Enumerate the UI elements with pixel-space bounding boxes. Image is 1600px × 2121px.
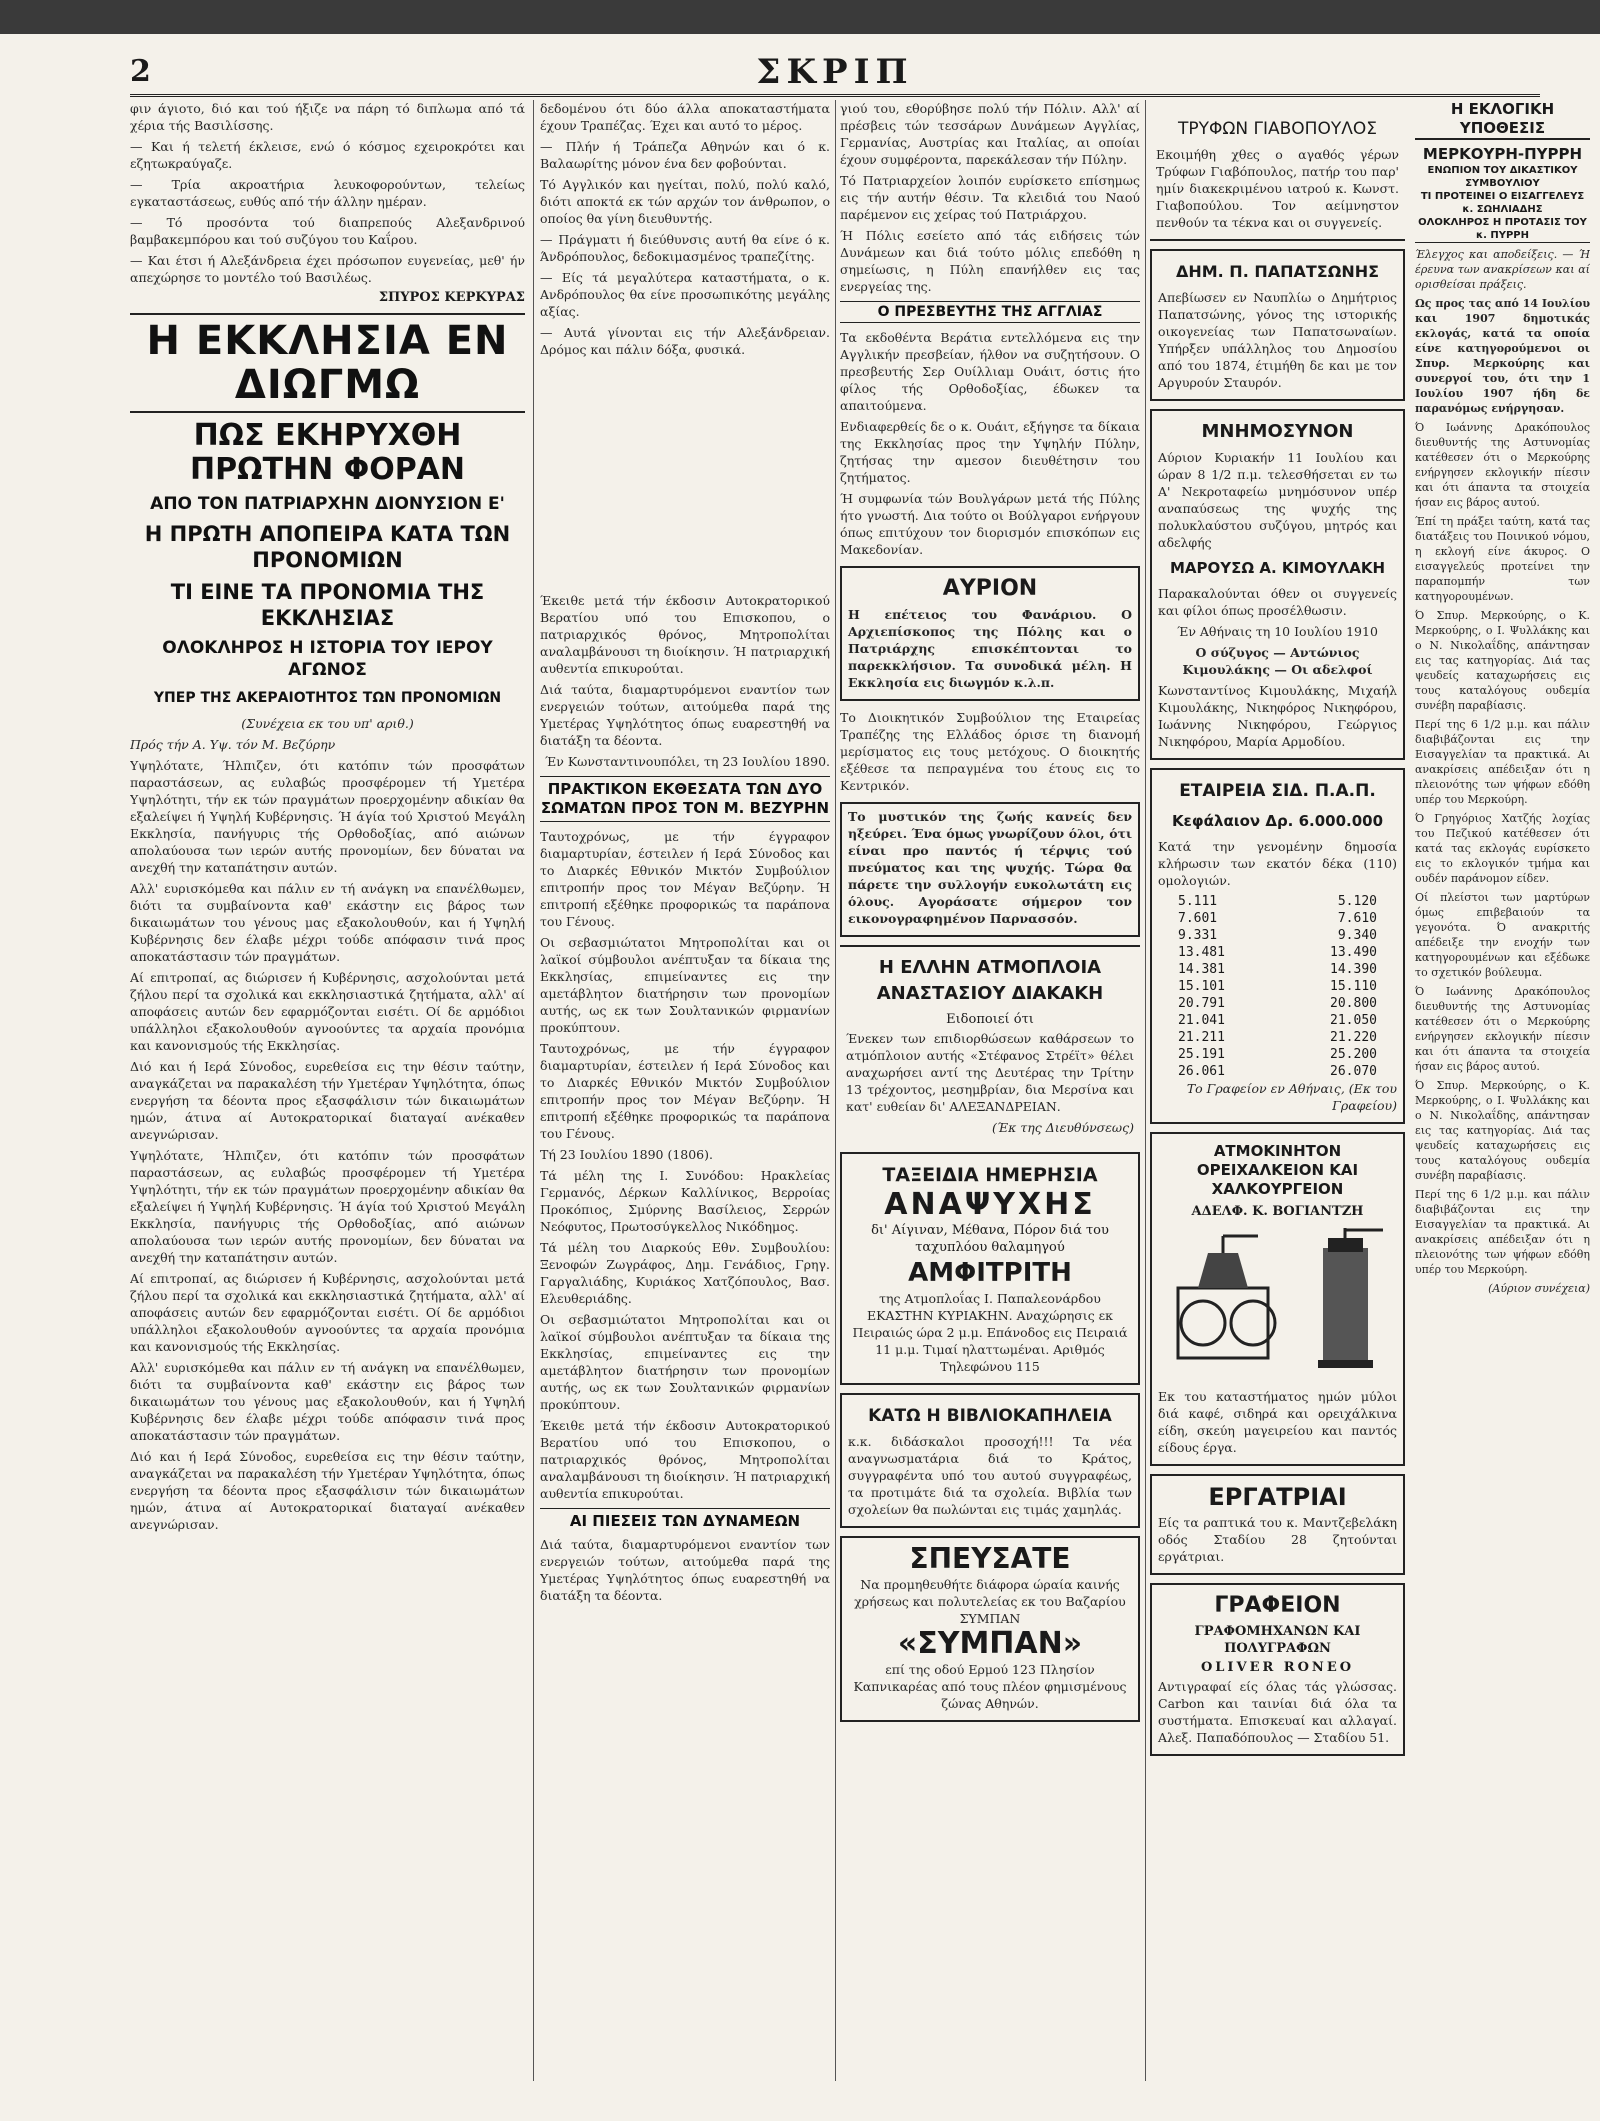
obituary-text: Εκοιμήθη χθες ο αγαθός γέρων Τρύφων Γιαβόπουλος, πατήρ του παρ' ημίν διακεκριμένου ιατρού κ. Κωνστ. Γιαβοπούλου. Τον αείμνηστον πενθούν τα τέκνα και οι συγγενείς. [1156, 147, 1399, 230]
ad-headline: ΚΑΤΩ Η ΒΙΒΛΙΟΚΑΠΗΛΕΙΑ [868, 1406, 1112, 1426]
bond-number: 9.331 [1178, 928, 1218, 943]
paragraph: Αί επιτροπαί, ας διώρισεν ή Κυβέρνησις, ασχολούνται μετά ζήλου περί τα σχολικά και εκκλησιαστικά ζητήματα, αλλ' αί αποφάσεις αυτών δεν εφαρμόζονται εισέτι. Οί δε αρμόδιοι υπάλληλοι εξακολουθούν αγνοούντες τα αρχαία προνόμια και κανονισμούς τής Εκκλησίας. [130, 1271, 525, 1354]
paragraph: Το Διοικητικόν Συμβούλιον της Εταιρείας Τραπέζης της Ελλάδος όρισε τη διανομή μερίσματος εις τους μετόχους. Ο διοικητής εξέθεσε τα πεπραγμένα του έτους εις το Κεντρικόν. [840, 710, 1140, 793]
paragraph: Τό Πατριαρχείον λοιπόν ευρίσκετο επίσημως εις τήν αυτήν θέσιν. Τα κλειδιά του Ναού παρέμενον εις χείρας τού Πατριάρχου. [840, 173, 1140, 222]
bond-number-row [1158, 893, 1397, 910]
spacer [540, 362, 830, 592]
memorial-date: Έν Αθήναις τη 10 Ιουλίου 1910 [1177, 624, 1378, 639]
advertisement [840, 1152, 1140, 1385]
advertisement [840, 1536, 1140, 1722]
bond-number: 21.041 [1178, 1013, 1225, 1028]
memorial-text: Παρακαλούνται όθεν οι συγγενείς και φίλοι όπως προσέλθωσιν. [1158, 586, 1397, 618]
article-headline: Η ΕΚΚΛΗΣΙΑ ΕΝ ΔΙΩΓΜΩ [130, 313, 525, 413]
bond-number: 14.390 [1330, 962, 1377, 977]
ad-subheading: ΓΡΑΦΟΜΗΧΑΝΩΝ ΚΑΙ ΠΟΛΥΓΡΑΦΩΝ [1194, 1624, 1361, 1656]
ad-source: (Έκ της Διευθύνσεως) [992, 1120, 1134, 1135]
ad-address: επί της οδού Ερμού 123 Πλησίον Καπνικαρέας από τους πλέον φημισμένους ζώνας Αθηνών. [853, 1662, 1127, 1711]
article-headline: Η ΕΚΛΟΓΙΚΗ ΥΠΟΘΕΣΙΣ [1415, 100, 1590, 140]
paragraph: Έλεγχος και αποδείξεις. — Ή έρευνα των ανακρίσεων και αί ορισθείσαι πράξεις. [1415, 248, 1590, 291]
paragraph: Τά μέλη της Ι. Συνόδου: Ηρακλείας Γερμανός, Δέρκων Καλλίνικος, Βερροίας Προκόπιος, Σμύρνης Βασίλειος, Σερρών Νεόφυτος, Πρωτοσύγκελλος Νικόδημος. [540, 1168, 830, 1234]
bond-number-row [1158, 978, 1397, 995]
continuation-note: (Αύριον συνέχεια) [1488, 1282, 1590, 1295]
bond-number-row [1158, 1029, 1397, 1046]
paragraph: — Και ή τελετή έκλεισε, ενώ ό κόσμος εχειροκρότει και εζητωκραύγαζε. [130, 139, 525, 171]
bond-number-row [1158, 961, 1397, 978]
paragraph: Αλλ' ευρισκόμεθα και πάλιν εν τή ανάγκη να επανέλθωμεν, διότι τα συμβαίνοντα καθ' εκάστην εις βάρος των δικαιωμάτων του γένους μας εξακολουθούν, και ή Υψηλή Κυβέρνησις δεν έλαβε μέχρι τούδε απόφασιν τινά προς αποκατάστασιν τών πραγμάτων. [130, 1360, 525, 1443]
page-number: 2 [130, 54, 151, 89]
bond-number: 26.070 [1330, 1064, 1377, 1079]
paragraph: Οι σεβασμιώτατοι Μητροπολίται και οι λαϊκοί σύμβουλοι ανέπτυξαν τα δίκαια της Εκκλησίας, επιμείναντες εις την αμετάβλητον διατήρησιν των προνομίων αυτής, ως εκ των Σουλτανικών φιρμανίων προκύπτουν. [540, 1312, 830, 1412]
column-5 [1415, 100, 1590, 2081]
paragraph: — Τό προσόντα τού διαπρεπούς Αλεξανδρινού βαμβακεμπόρου και τού συζύγου του Καΐρου. [130, 215, 525, 247]
company-notice [1150, 768, 1405, 1124]
section-heading: Ο ΠΡΕΣΒΕΥΤΗΣ ΤΗΣ ΑΓΓΛΙΑΣ [840, 301, 1140, 323]
paragraph: Ταυτοχρόνως, με τήν έγγραφον διαμαρτυρίαν, έστειλεν ή Ιερά Σύνοδος και το Διαρκές Εθνικόν Μικτόν Συμβούλιον επιτροπήν προς τον Μέγαν Βεζύρην. Ή επιτροπή εξέθηκε προφορικώς τα παράπονα του Γένους. [540, 829, 830, 929]
ad-text: Ένεκεν των επιδιορθώσεων καθάρσεων το ατμόπλοιον αυτής «Στέφανος Στρέϊτ» θέλει αναχωρήσει αντί της Δευτέρας την Τρίτην 13 τρέχοντος, μεσημβρίαν, δια Μερσίνα και κατ' ευθείαν δι' ΑΛΕΞΑΝΔΡΕΙΑΝ. [846, 1031, 1134, 1114]
bond-number-row [1158, 995, 1397, 1012]
paragraph: Ή συμφωνία τών Βουλγάρων μετά τής Πύλης ήτο γνωστή. Δια τούτο οι Βούλγαροι ενήργουν όπως επιτύχουν τον διορισμόν επισκόπων εις Μακεδονίαν. [840, 491, 1140, 557]
article-signature: ΣΠΥΡΟΣ ΚΕΡΚΥΡΑΣ [378, 290, 525, 305]
column-4 [1150, 100, 1405, 2081]
memorial-signers: Ο σύζυγος — Αντώνιος Κιμουλάκης — Οι αδελφοί [1182, 645, 1373, 677]
advertisement [1150, 1132, 1405, 1466]
paragraph: Διά ταύτα, διαμαρτυρόμενοι εναντίον των ενεργειών τούτων, αιτούμεθα παρά της Υμετέρας Υψηλότητος όπως ευαρεστηθή να διατάξη τα δέοντα. [540, 1537, 830, 1603]
paragraph: Διό και ή Ιερά Σύνοδος, ευρεθείσα εις την θέσιν ταύτην, αναγκάζεται να παρακαλέση τήν Υμετέραν Υψηλότητα, όπως ενεργήση τα δέοντα προς εξασφάλισιν τών δικαιωμάτων ημών, άτινα αί Αυτοκρατορικαί διαταγαί ανέκαθεν ανεγνώρισαν. [130, 1449, 525, 1532]
obituary-headline: ΤΡΥΦΩΝ ΓΙΑΒΟΠΟΥΛΟΣ [1178, 119, 1377, 139]
ad-headline: ΤΑΞΕΙΔΙΑ ΗΜΕΡΗΣΙΑ [882, 1164, 1098, 1186]
ad-headline: ΑΤΜΟΚΙΝΗΤΟΝ ΟΡΕΙΧΑΛΚΕΙΟΝ ΚΑΙ ΧΑΛΚΟΥΡΓΕΙΟΝ [1196, 1142, 1359, 1198]
bond-number: 15.110 [1330, 979, 1377, 994]
paragraph: Ό Ιωάννης Δρακόπουλος διευθυντής της Αστυνομίας κατέθεσεν ότι ο Μερκούρης ενήργησεν εκλογικήν πίεσιν και ότι άπαντα τα στοιχεία ήσαν εις βάρος αυτού. [1415, 985, 1590, 1073]
bond-number: 13.481 [1178, 945, 1225, 960]
bond-number-row [1158, 910, 1397, 927]
paragraph: Υψηλότατε, Ήλπιζεν, ότι κατόπιν τών προσφάτων παραστάσεων, ας ευλαβώς προσφέρομεν τή Υμετέρα Υψηλότητι, τήν εκ τών πραγμάτων προερχομένην αδικίαν θα εξαλείψει ή Υψηλή Κυβέρνησις. Ή άγία τού Χριστού Μεγάλη Εκκλησία, πανήγυρις τής Ορθοδοξίας, από αιώνων απολαύουσα των ιερών αυτής προνομίων, δεν δύναται να ανεχθή την καταπάτησιν αυτών. [130, 1148, 525, 1265]
memorial-notice [1150, 409, 1405, 760]
bond-number: 25.191 [1178, 1047, 1225, 1062]
ad-headline: Η ΕΛΛΗΝ ΑΤΜΟΠΛΟΙΑ ΑΝΑΣΤΑΣΙΟΥ ΔΙΑΚΑΚΗ [876, 957, 1104, 1004]
paragraph: Οί πλείστοι των μαρτύρων όμως επιβεβαιούν τα γεγονότα. Ό ανακριτής απέδειξε την ενοχήν των κατηγορουμένων και εξέδωκε το σχετικόν βούλευμα. [1415, 891, 1590, 979]
coffee-grinder-illustration [1158, 1228, 1405, 1378]
obituary [1150, 249, 1405, 401]
bond-number: 21.220 [1330, 1030, 1377, 1045]
paragraph: — Τρία ακροατήρια λευκοφορούντων, τελείως εγκαταστάσεως, ευθύς από τήν άλλην ημέραν. [130, 177, 525, 209]
bond-number: 7.601 [1178, 911, 1218, 926]
ad-brand: «ΣΥΜΠΑΝ» [897, 1626, 1083, 1661]
paragraph: — Και έτσι ή Αλεξάνδρεια έχει πρόσωπον ευγενείας, μεθ' ήν απεχώρησε το μοντέλο τού Βασιλέως. [130, 253, 525, 285]
ad-text: Το μυστικόν της ζωής κανείς δεν ηξεύρει. Ένα όμως γνωρίζουν όλοι, ότι είναι προ παντός ή τέρψις τού πνεύματος και της ψυχής. Τώρα θα πάρετε την συλλογήν ευκολωτάτη εις όλους. Αγοράσατε σήμερον τον εικονογραφημένον Παρνασσόν. [848, 809, 1132, 926]
bond-number-row [1158, 927, 1397, 944]
page-header [130, 52, 1540, 97]
paragraph: Οι σεβασμιώτατοι Μητροπολίται και οι λαϊκοί σύμβουλοι ανέπτυξαν τα δίκαια της Εκκλησίας, επιμείναντες εις την αμετάβλητον διατήρησιν των προνομίων αυτής, ως εκ των Σουλτανικών φιρμανίων προκύπτουν. [540, 935, 830, 1035]
paragraph: Περί της 6 1/2 μ.μ. και πάλιν διαβιβάζονται εις την Εισαγγελίαν τα πρακτικά. Αι ανακρίσεις απέδειξαν ότι η πλειονότης των ψήφων εδόθη υπέρ του Μερκούρη. [1415, 718, 1590, 806]
paragraph: γιού του, εθορύβησε πολύ τήν Πόλιν. Αλλ' αί πρέσβεις τών τεσσάρων Δυνάμεων Αγγλίας, Γερμανίας, Αυστρίας και Ιταλίας, αι οποίαι έχουν συμφέροντα, παρεκάλεσαν τήν Πύλην. [840, 101, 1140, 167]
paragraph: Ό Σπυρ. Μερκούρης, ο Κ. Μερκούρης, ο Ι. Ψυλλάκης και ο Ν. Νικολαΐδης, απάντησαν εις τας κατηγορίας. Διά τας ψευδείς καταχωρήσεις εις τους καταλόγους ουδεμία συνέβη παραβίασις. [1415, 609, 1590, 712]
paragraph: Τα εκδοθέντα Βεράτια εντελλόμενα εις την Αγγλικήν πρεσβείαν, ήλθον να συζητήσουν. Ο πρεσβευτής Σερ Ουίλλιαμ Ουάιτ, όστις ήτο φίλος τής Ορθοδοξίας, έδωκεν τα απαιτούμενα. [840, 330, 1140, 413]
bond-number: 25.200 [1330, 1047, 1377, 1062]
dateline: Έν Κωνσταντινουπόλει, τη 23 Ιουλίου 1890. [545, 754, 830, 769]
bond-number-row [1158, 1012, 1397, 1029]
paragraph: — Πράγματι ή διεύθυνσις αυτή θα είνε ό κ. Άνδρόπουλος, δεδοκιμασμένος τραπεζίτης. [540, 232, 830, 264]
bond-number: 7.610 [1337, 911, 1377, 926]
ad-headline: ΣΠΕΥΣΑΤΕ [909, 1542, 1071, 1575]
ad-text: Να προμηθευθήτε διάφορα ώραία καινής χρήσεως και πολυτελείας εκ του Βαζαρίου ΣΥΜΠΑΝ [854, 1577, 1126, 1626]
company-capital: Κεφάλαιον Δρ. 6.000.000 [1171, 812, 1384, 830]
article-subheadline: ΕΝΩΠΙΟΝ ΤΟΥ ΔΙΚΑΣΤΙΚΟΥ ΣΥΜΒΟΥΛΙΟΥ [1427, 165, 1578, 189]
obituary-headline: ΔΗΜ. Π. ΠΑΠΑΤΣΩΝΗΣ [1175, 262, 1380, 281]
paragraph: — Είς τά μεγαλύτερα καταστήματα, ο κ. Ανδρόπουλος θα είνε προσωπικότης μεγάλης αξίας. [540, 270, 830, 319]
column-2 [540, 100, 830, 2081]
ad-headline: ΑΝΑΨΥΧΗΣ [884, 1187, 1096, 1222]
ad-ship-name: ΑΜΦΙΤΡΙΤΗ [908, 1258, 1072, 1288]
scan-top-band [0, 0, 1600, 34]
bond-number-row [1158, 1046, 1397, 1063]
article-subheadline: Η ΠΡΩΤΗ ΑΠΟΠΕΙΡΑ ΚΑΤΑ ΤΩΝ ΠΡΟΝΟΜΙΩΝ [144, 522, 511, 572]
paragraph: Ενδιαφερθείς δε ο κ. Ουάιτ, εξήγησε τα δίκαια της Εκκλησίας προς την Υψηλήν Πύλην, ζητήσας την αμεσον διευθέτησιν του ζητήματος. [840, 419, 1140, 485]
article-subheadline: ΜΕΡΚΟΥΡΗ-ΠΥΡΡΗ [1422, 145, 1583, 163]
ad-subheading: Ειδοποιεί ότι [946, 1012, 1034, 1027]
memorial-name: ΜΑΡΟΥΣΩ Α. ΚΙΜΟΥΛΑΚΗ [1169, 559, 1386, 577]
paragraph: Διά ταύτα, διαμαρτυρόμενοι εναντίον των ενεργειών τούτων, αιτούμεθα παρά της Υμετέρας Υψηλότητος όπως ευαρεστηθή να διατάξη τα δέοντα. [540, 682, 830, 748]
bond-number-list [1158, 893, 1397, 1080]
ad-text: Αντιγραφαί είς όλας τάς γλώσσας. Carbon και ταινίαι διά όλα τα συστήματα. Επισκευαί και αλλαγαί. Αλεξ. Παπαδόπουλος — Σταδίου 51. [1158, 1679, 1397, 1745]
company-footer: Το Γραφείον εν Αθήναις, (Εκ του Γραφείου) [1186, 1081, 1397, 1113]
bond-number: 14.381 [1178, 962, 1225, 977]
section-heading: ΑΙ ΠΙΕΣΕΙΣ ΤΩΝ ΔΥΝΑΜΕΩΝ [540, 1508, 830, 1530]
article-subheadline: ΟΛΟΚΛΗΡΟΣ Η ΠΡΟΤΑΣΙΣ ΤΟΥ κ. ΠΥΡΡΗ [1415, 216, 1590, 243]
bond-number: 26.061 [1178, 1064, 1225, 1079]
paragraph: Ή Πόλις εσείετο από τάς ειδήσεις τών Δυνάμεων και διά τούτο μόλις επεδόθη η σημείωσις, η Πύλη επανήλθεν εις τας ενεργείας της. [840, 228, 1140, 294]
memorial-names: Κωνσταντίνος Κιμουλάκης, Μιχαήλ Κιμουλάκης, Νικηφόρος Νικηφόρου, Ιωάννης Νικηφόρου, Γεώργιος Νικηφόρου, Μαρία Αρμοδίου. [1158, 683, 1397, 749]
article-subheadline: ΑΠΟ ΤΟΝ ΠΑΤΡΙΑΡΧΗΝ ΔΙΟΝΥΣΙΟΝ Ε' [150, 494, 505, 514]
ad-text: της Ατμοπλοΐας Ι. Παπαλεονάρδου ΕΚΑΣΤΗΝ ΚΥΡΙΑΚΗΝ. Αναχώρησις εκ Πειραιώς ώρα 2 μ.μ. Επάνοδος εις Πειραιά 11 μ.μ. Τιμαί ηλαττωμέναι. Αριθμός Τηλεφώνου 115 [852, 1291, 1128, 1374]
paragraph: — Πλήν ή Τράπεζα Αθηνών και ό κ. Βαλαωρίτης μόνον ένα δεν φοβούνται. [540, 139, 830, 171]
bond-number: 20.791 [1178, 996, 1225, 1011]
memorial-headline: ΜΝΗΜΟΣΥΝΟΝ [1201, 421, 1354, 442]
paragraph: Ταυτοχρόνως, με τήν έγγραφον διαμαρτυρίαν, έστειλεν ή Ιερά Σύνοδος και το Διαρκές Εθνικόν Μικτόν Συμβούλιον επιτροπήν προς τον Μέγαν Βεζύρην. Ή επιτροπή εξέθηκε προφορικώς τα παράπονα του Γένους. [540, 1041, 830, 1141]
column-1 [130, 100, 525, 2081]
bond-number: 5.111 [1178, 894, 1218, 909]
ad-subheading: δι' Αίγιναν, Μέθανα, Πόρον διά του ταχυπλόου θαλαμηγού [871, 1223, 1109, 1255]
column-rule [835, 100, 836, 2081]
article-subheadline: ΤΙ ΠΡΟΤΕΙΝΕΙ Ο ΕΙΣΑΓΓΕΛΕΥΣ κ. ΣΩΗΛΙΑΔΗΣ [1420, 191, 1585, 215]
paragraph: Ως προς τας από 14 Ιουλίου και 1907 δημοτικάς εκλογάς, κατά τα οποία είνε κατηγορούμενοι οι Σπυρ. Μερκούρης και συνεργοί του, ότι την 1 Ιουλίου 1907 ήδη δε παρανόμως ενήργησαν. [1415, 297, 1590, 415]
bond-number: 21.211 [1178, 1030, 1225, 1045]
ad-text: κ.κ. διδάσκαλοι προσοχή!!! Τα νέα αναγνωσματάρια διά το Κράτος, συγγραφέντα υπό του αυτού συγγραφέως, τα προτιμάτε διά τα σχολεία. Βιβλία των σχολείων θα πωλώνται εις τιμάς χαμηλάς. [848, 1434, 1132, 1517]
ad-headline: ΑΥΡΙΟΝ [942, 576, 1038, 601]
paragraph: Ό Γρηγόριος Χατζής λοχίας του Πεζικού κατέθεσεν ότι κατά τας εκλογάς ευρίσκετο εις το εκλογικόν τμήμα και ουδέν παράνομον είδεν. [1415, 812, 1590, 885]
article-subheadline: ΤΙ ΕΙΝΕ ΤΑ ΠΡΟΝΟΜΙΑ ΤΗΣ ΕΚΚΛΗΣΙΑΣ [170, 580, 485, 630]
paragraph: φιν άγιοτο, διό και τού ήξιζε να πάρη τό διπλωμα από τά χέρια τής Βασιλίσσης. [130, 101, 525, 133]
article-subheadline: ΟΛΟΚΛΗΡΟΣ Η ΙΣΤΟΡΙΑ ΤΟΥ ΙΕΡΟΥ ΑΓΩΝΟΣ [162, 638, 493, 680]
bond-number: 9.340 [1337, 928, 1377, 943]
ad-text: Εκ του καταστήματος ημών μύλοι διά καφέ, σιδηρά και ορειχάλκινα είδη, σκεύη μαγειρείου και παντός είδους έργα. [1158, 1389, 1397, 1455]
paragraph: — Αυτά γίνονται εις τήν Αλεξάνδρειαν. Δρόμος και πάλιν δόξα, φυσικά. [540, 325, 830, 357]
advertisement [1150, 1583, 1405, 1756]
paragraph: Τό Αγγλικόν και ηγείται, πολύ, πολύ καλό, διότι αποκτά εκ τών αρχών τον άνθρωπον, ο οποίος θα γίνη διευθυντής. [540, 177, 830, 226]
bond-number: 21.050 [1330, 1013, 1377, 1028]
bond-number-row [1158, 1063, 1397, 1080]
paragraph: δεδομένου ότι δύο άλλα αποκαταστήματα έχουν Τραπέζας. Έχει και αυτό το μέρος. [540, 101, 830, 133]
obituary [1150, 108, 1405, 241]
column-rule [1145, 100, 1146, 2081]
paragraph: Έκειθε μετά τήν έκδοσιν Αυτοκρατορικού Βερατίου υπό του Επισκοπου, ο πατριαρχικός θρόνος, Μητροπολίται αναλαμβάνουσι τη διοίκησιν. Ή πατριαρχική αυθεντία επικυρούται. [540, 593, 830, 676]
bond-number: 15.101 [1178, 979, 1225, 994]
paragraph: Διό και ή Ιερά Σύνοδος, ευρεθείσα εις την θέσιν ταύτην, αναγκάζεται να παρακαλέση τήν Υμετέραν Υψηλότητα, όπως ενεργήση τα δέοντα προς εξασφάλισιν τών δικαιωμάτων ημών, άτινα αί Αυτοκρατορικαί διαταγαί ανέκαθεν ανεγνώρισαν. [130, 1059, 525, 1142]
article-subheadline: ΥΠΕΡ ΤΗΣ ΑΚΕΡΑΙΟΤΗΤΟΣ ΤΩΝ ΠΡΟΝΟΜΙΩΝ [153, 690, 502, 706]
bond-number: 5.120 [1337, 894, 1377, 909]
column-3 [840, 100, 1140, 2081]
ad-headline: ΕΡΓΑΤΡΙΑΙ [1208, 1483, 1347, 1511]
article-subheadline: ΠΩΣ ΕΚΗΡΥΧΘΗ ΠΡΩΤΗΝ ΦΟΡΑΝ [189, 418, 466, 487]
bond-number: 13.490 [1330, 945, 1377, 960]
ad-brand: OLIVER RONEO [1200, 1660, 1355, 1675]
bond-number-row [1158, 944, 1397, 961]
paragraph: Έκειθε μετά τήν έκδοσιν Αυτοκρατορικού Βερατίου υπό του Επισκοπου, ο πατριαρχικός θρόνος, Μητροπολίται αναλαμβάνουσι τη διοίκησιν. Ή πατριαρχική αυθεντία επικυρούται. [540, 1418, 830, 1501]
ad-headline: ΓΡΑΦΕΙΟΝ [1214, 1593, 1341, 1618]
paragraph: Αί επιτροπαί, ας διώρισεν ή Κυβέρνησις, ασχολούνται μετά ζήλου περί τα σχολικά και εκκλησιαστικά ζητήματα, αλλ' αί αποφάσεις αυτών δεν εφαρμόζονται εισέτι. Οί δε αρμόδιοι υπάλληλοι εξακολουθούν αγνοούντες τα αρχαία προνόμια και κανονισμούς τής Εκκλησίας. [130, 970, 525, 1053]
company-text: Κατά την γενομένην δημοσία κλήρωσιν των εκατόν δέκα (110) ομολογιών. [1158, 839, 1397, 888]
ad-subheading: ΑΔΕΛΦ. Κ. ΒΟΓΙΑΝΤΖΗ [1191, 1204, 1364, 1219]
paragraph: Υψηλότατε, Ήλπιζεν, ότι κατόπιν τών προσφάτων παραστάσεων, ας ευλαβώς προσφέρομεν τή Υμετέρα Υψηλότητι, τήν εκ τών πραγμάτων προερχομένην αδικίαν θα εξαλείψει ή Υψηλή Κυβέρνησις. Ή άγία τού Χριστού Μεγάλη Εκκλησία, πανήγυρις τής Ορθοδοξίας, από αιώνων απολαύουσα των ιερών αυτής προνομίων, δεν δύναται να ανεχθή την καταπάτησιν αυτών. [130, 758, 525, 875]
dateline: Τή 23 Ιουλίου 1890 (1806). [540, 1147, 713, 1162]
advertisement [840, 1393, 1140, 1528]
memorial-text: Αύριον Κυριακήν 11 Ιουλίου και ώραν 8 1/2 π.μ. τελεσθήσεται εν τω Α' Νεκροταφείω μνημόσυνον υπέρ αναπαύσεως της ψυχής της πολυκλαύστου συζύγου, μητρός και αδελφής [1158, 450, 1397, 550]
paragraph: Τά μέλη του Διαρκούς Εθν. Συμβουλίου: Ξενοφών Ζωγράφος, Δημ. Γενάδιος, Γρηγ. Γαργαλιάδης, Κυριάκος Χατζόπουλος, Βασ. Ελευθεριάδης. [540, 1240, 830, 1306]
ad-text: Είς τα ραπτικά του κ. Μαντζεβελάκη οδός Σταδίου 28 ζητούνται εργάτριαι. [1158, 1515, 1397, 1564]
paragraph: Ό Ιωάννης Δρακόπουλος διευθυντής της Αστυνομίας κατέθεσεν ότι ο Μερκούρης ενήργησεν εκλογικήν πίεσιν και ότι άπαντα τα στοιχεία ήσαν εις βάρος αυτού. [1415, 421, 1590, 509]
advertisement [840, 802, 1140, 937]
paragraph: Έπί τη πράξει ταύτη, κατά τας διατάξεις του Ποινικού νόμου, η εκλογή είνε άκυρος. Ο εισαγγελεύς προτείνει την παραπομπήν των κατηγορουμένων. [1415, 515, 1590, 603]
paragraph: Αλλ' ευρισκόμεθα και πάλιν εν τή ανάγκη να επανέλθωμεν, διότι τα συμβαίνοντα καθ' εκάστην εις βάρος των δικαιωμάτων του γένους μας εξακολουθούν, και ή Υψηλή Κυβέρνησις δεν έλαβε μέχρι τούδε απόφασιν τινά προς αποκατάστασιν τών πραγμάτων. [130, 881, 525, 964]
obituary-text: Απεβίωσεν εν Ναυπλίω ο Δημήτριος Παπατσώνης, γόνος της ιστορικής οικογενείας των Παπατσωναίων. Υπήρξεν υπάλληλος του Δημοσίου από του 1874, έτιμήθη δε και με τον Αργυρούν Σταυρόν. [1158, 290, 1397, 390]
advertisement [840, 945, 1140, 1144]
advertisement [840, 566, 1140, 701]
paragraph: Περί της 6 1/2 μ.μ. και πάλιν διαβιβάζονται εις την Εισαγγελίαν τα πρακτικά. Αι ανακρίσεις απέδειξαν ότι η πλειονότης των ψήφων εδόθη υπέρ του Μερκούρη. [1415, 1188, 1590, 1276]
paragraph: Ό Σπυρ. Μερκούρης, ο Κ. Μερκούρης, ο Ι. Ψυλλάκης και ο Ν. Νικολαΐδης, απάντησαν εις τας κατηγορίας. Διά τας ψευδείς καταχωρήσεις εις τους καταλόγους ουδεμία συνέβη παραβίασις. [1415, 1079, 1590, 1182]
company-headline: ΕΤΑΙΡΕΙΑ ΣΙΔ. Π.Α.Π. [1179, 781, 1376, 801]
ad-text: Η επέτειος του Φανάριου. Ο Αρχιεπίσκοπος της Πόλης και ο Πατριάρχης επισκέπτονται το παρεκκλήσιον. Τα συνοδικά μέλη. Η Εκκλησία εις διωγμόν κ.λ.π. [848, 607, 1132, 690]
bond-number: 20.800 [1330, 996, 1377, 1011]
column-rule [533, 100, 534, 2081]
advertisement [1150, 1474, 1405, 1575]
addressee: Πρός τήν Α. Υψ. τόν Μ. Βεζύρην [130, 737, 336, 752]
masthead: ΣΚΡΙΠ [756, 52, 914, 92]
section-heading: ΠΡΑΚΤΙΚΟΝ ΕΚΘΕΣΑΤΑ ΤΩΝ ΔΥΟ ΣΩΜΑΤΩΝ ΠΡΟΣ ΤΟΝ Μ. ΒΕΖΥΡΗΝ [540, 776, 830, 822]
continuation-note: (Συνέχεια εκ του υπ' αριθ.) [241, 716, 414, 731]
